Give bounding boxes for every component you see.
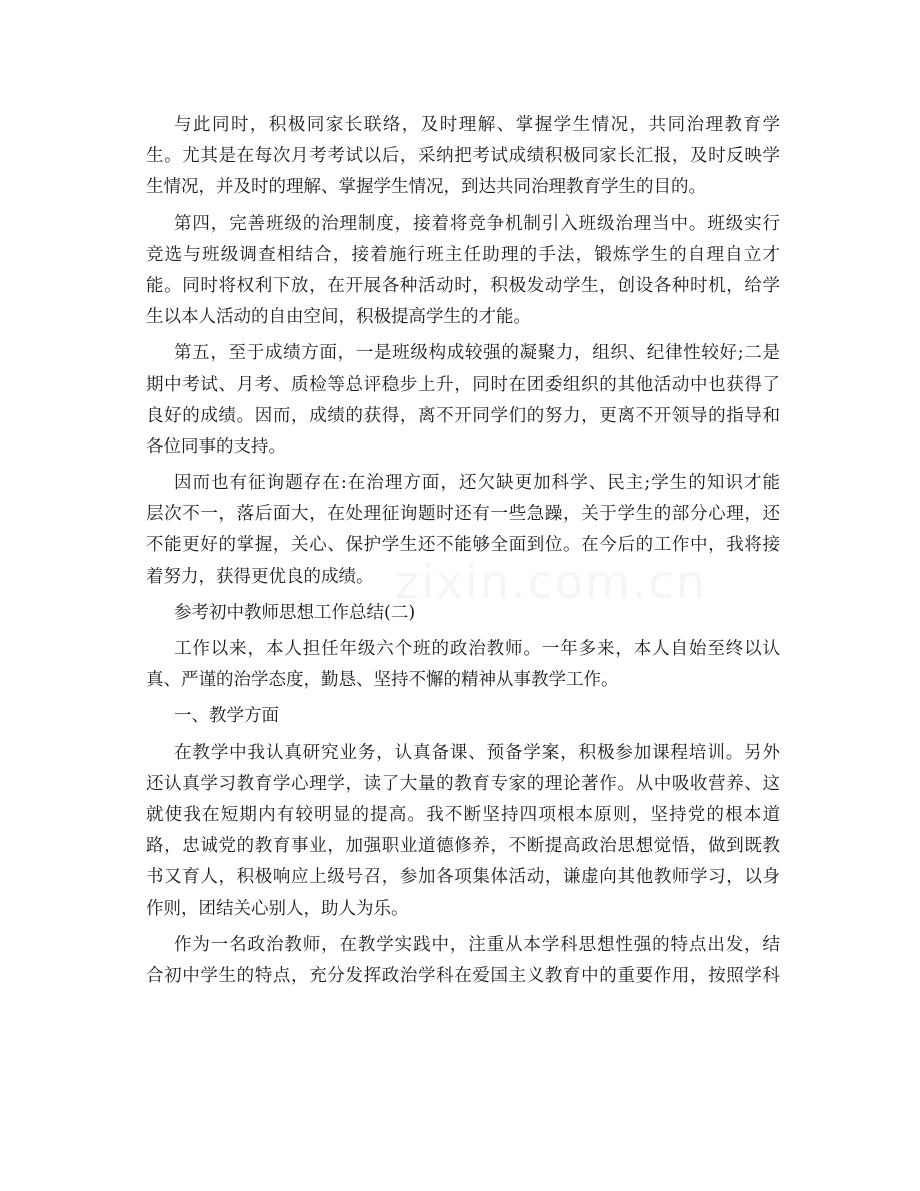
text-line: 第四，完善班级的治理制度，接着将竞争机制引入班级治理当中。班级实行	[174, 213, 780, 234]
text-line: 与此同时，积极同家长联络，及时理解、掌握学生情况，共同治理教育学	[174, 115, 780, 135]
text-line: 能。同时将权利下放，在开展各种活动时，积极发动学生，创设各种时机，给学	[146, 275, 780, 296]
text-line: 路，忠诚党的教育事业，加强职业道德修养，不断提高政治思想觉悟，做到既教	[146, 836, 780, 857]
paragraph-work-intro	[146, 634, 780, 696]
text-line: 生。尤其是在每次月考考试以后，采纳把考试成绩积极同家长汇报，及时反映学	[146, 146, 780, 167]
text-line: 第五，至于成绩方面，一是班级构成较强的凝聚力，组织、纪律性较好;二是	[174, 343, 780, 364]
text-line: 着努力，获得更优良的成绩。	[146, 566, 374, 587]
text-line: 作则，团结关心别人，助人为乐。	[146, 898, 409, 919]
text-line: 书又育人，积极响应上级号召，参加各项集体活动，谦虚向其他教师学习，以身	[146, 867, 780, 888]
paragraph-teaching	[146, 738, 780, 925]
paragraph-fifth	[146, 338, 780, 463]
paragraph-problems	[146, 468, 780, 593]
paragraph-contact-parents	[146, 110, 780, 204]
text-line: 就使我在短期内有较明显的提高。我不断坚持四项根本原则，坚持党的根本道	[146, 804, 780, 825]
text-line: 生情况，并及时的理解、掌握学生情况，到达共同治理教育学生的目的。	[146, 177, 706, 198]
text-line: 合初中学生的特点，充分发挥政治学科在爱国主义教育中的重要作用，按照学科	[146, 965, 780, 986]
text-line: 各位同事的支持。	[146, 436, 286, 457]
subsection-title	[146, 701, 780, 732]
text-line: 层次不一，落后面大，在处理征询题时还有一些急躁，关于学生的部分心理，还	[146, 504, 780, 525]
subsection-heading: 一、教学方面	[174, 706, 279, 727]
text-line: 在教学中我认真研究业务，认真备课、预备学案，积极参加课程培训。另外	[174, 742, 780, 763]
section-heading: 参考初中教师思想工作总结(二)	[174, 602, 416, 623]
section-title	[146, 598, 780, 629]
text-line: 工作以来，本人担任年级六个班的政治教师。一年多来，本人自始至终以认	[174, 639, 780, 659]
text-line: 良好的成绩。因而，成绩的获得，离不开同学们的努力，更离不开领导的指导和	[146, 405, 780, 426]
text-line: 因而也有征询题存在:在治理方面，还欠缺更加科学、民主;学生的知识才能	[174, 473, 780, 494]
text-line: 还认真学习教育学心理学，读了大量的教育专家的理论著作。从中吸收营养、这	[146, 773, 780, 794]
paragraph-fourth	[146, 209, 780, 334]
paragraph-politics-teacher	[146, 930, 780, 992]
text-line: 期中考试、月考、质检等总评稳步上升，同时在团委组织的其他活动中也获得了	[146, 374, 780, 395]
text-line: 竞选与班级调查相结合，接着施行班主任助理的手法，锻炼学生的自理自立才	[146, 244, 780, 265]
text-line: 不能更好的掌握，关心、保护学生还不能够全面到位。在今后的工作中，我将接	[146, 535, 780, 556]
text-line: 作为一名政治教师，在教学实践中，注重从本学科思想性强的特点出发，结	[174, 934, 780, 955]
text-line: 生以本人活动的自由空间，积极提高学生的才能。	[146, 307, 531, 328]
document-body	[146, 110, 780, 992]
text-line: 真、严谨的治学态度，勤恳、坚持不懈的精神从事教学工作。	[146, 670, 619, 691]
